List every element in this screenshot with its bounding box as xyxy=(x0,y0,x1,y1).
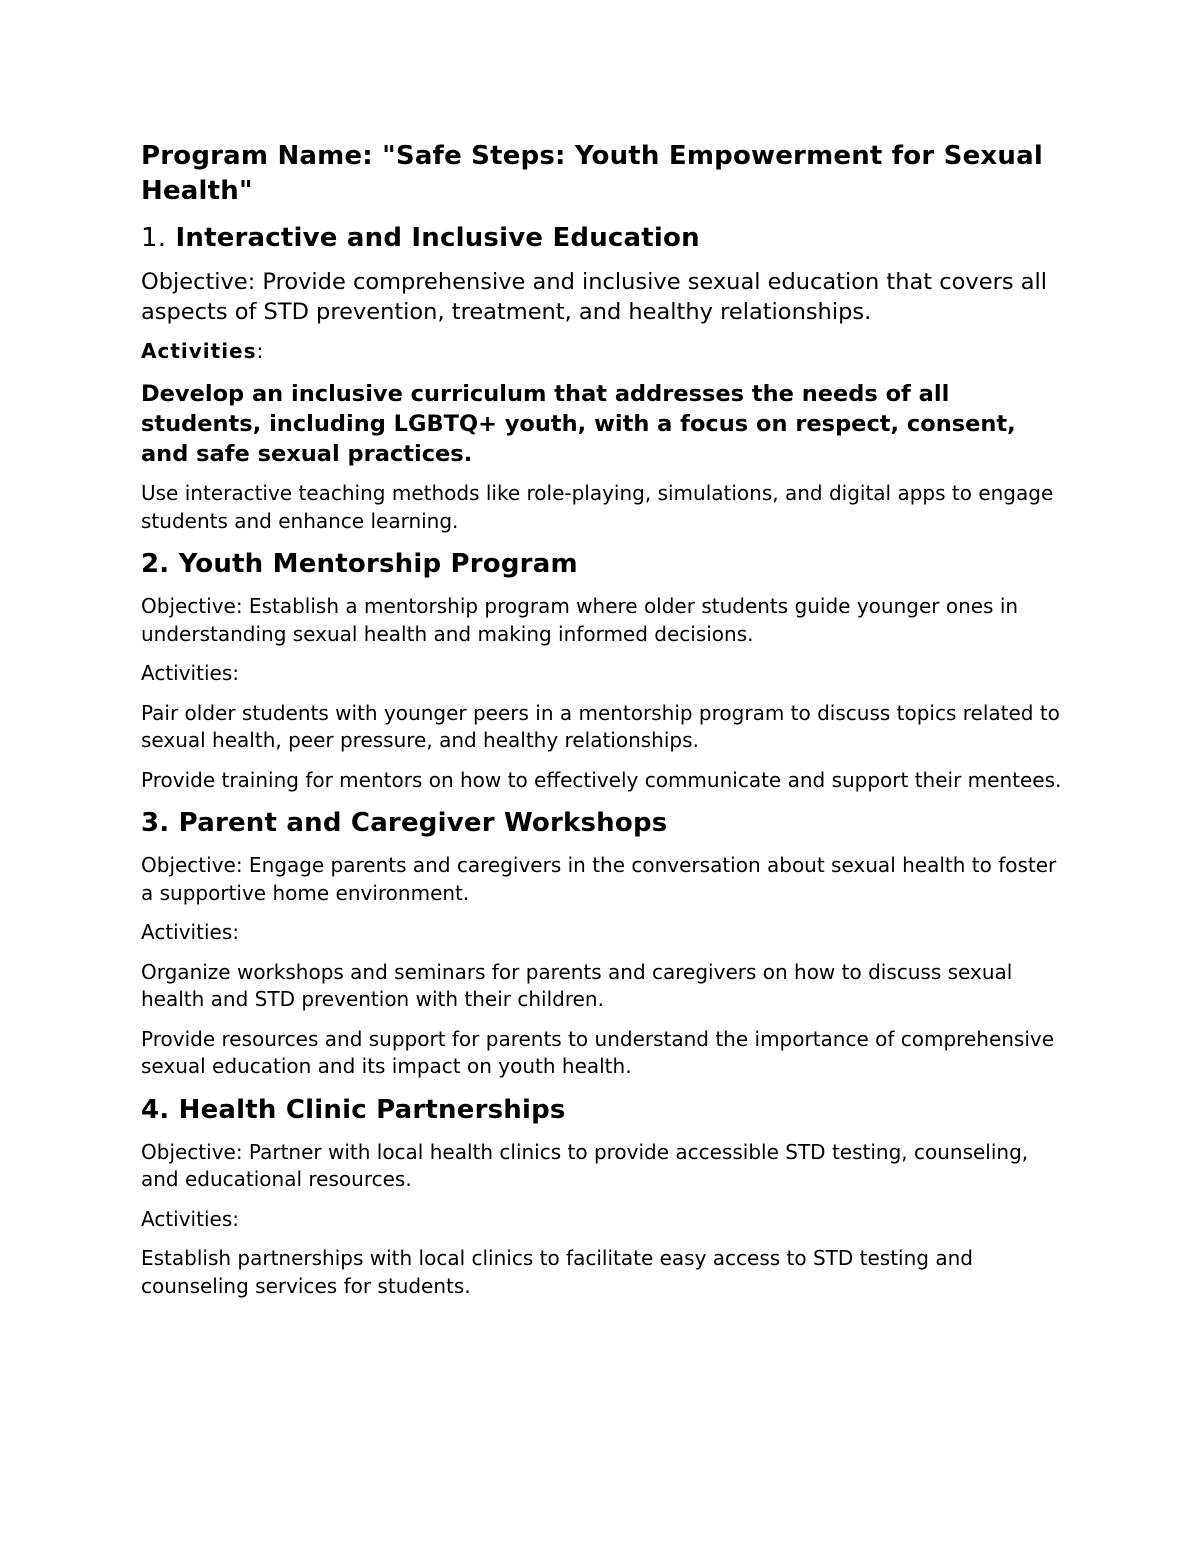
section-objective: Objective: Engage parents and caregivers in the conversation about sexual health to foster a supportive home environment. xyxy=(141,853,1057,905)
activity-item: Pair older students with younger peers in a mentorship program to discuss topics related to sexual health, peer pressure, and healthy relationships. xyxy=(141,700,1060,752)
section-objective: Objective: Provide comprehensive and inclusive sexual education that covers all aspects of STD prevention, treatment, and healthy relationships. xyxy=(141,269,1047,325)
section-number: 1. xyxy=(141,223,167,253)
document-page xyxy=(141,139,1066,1312)
document-title: Program Name: "Safe Steps: Youth Empowerment for Sexual Health" xyxy=(141,141,1043,206)
activity-item: Provide training for mentors on how to effectively communicate and support their mentees. xyxy=(141,767,1062,792)
section-2 xyxy=(141,547,1066,794)
section-title: Youth Mentorship Program xyxy=(178,549,578,579)
activities-label-text: Activities xyxy=(141,339,257,363)
section-title: Health Clinic Partnerships xyxy=(178,1094,566,1125)
section-number: 4. xyxy=(141,1094,170,1125)
section-number: 3. xyxy=(141,808,170,838)
section-heading xyxy=(141,806,1066,840)
activities-label: Activities: xyxy=(141,1206,239,1231)
activities-label: Activities: xyxy=(141,920,239,944)
activity-item: Develop an inclusive curriculum that addresses the needs of all students, including LGBTQ+ youth, with a focus on respect, consent, and safe sexual practices. xyxy=(141,381,1016,467)
activity-item: Use interactive teaching methods like role-playing, simulations, and digital apps to engage students and enhance learning. xyxy=(141,481,1054,533)
section-objective: Objective: Establish a mentorship program where older students guide younger ones in understanding sexual health and making informed decisions. xyxy=(141,594,1019,646)
section-heading xyxy=(141,221,1066,255)
section-heading xyxy=(141,547,1066,581)
activity-item: Provide resources and support for parents to understand the importance of comprehensive sexual education and its impact on youth health. xyxy=(141,1026,1055,1078)
section-3 xyxy=(141,806,1066,1081)
activities-label: Activities: xyxy=(141,661,239,685)
section-1 xyxy=(141,221,1066,535)
section-number: 2. xyxy=(141,549,170,579)
section-heading xyxy=(141,1093,1066,1127)
activity-item: Organize workshops and seminars for parents and caregivers on how to discuss sexual health and STD prevention with their children. xyxy=(141,959,1013,1011)
activities-label-colon: : xyxy=(256,339,265,363)
section-objective: Objective: Partner with local health clinics to provide accessible STD testing, counseling, and educational resources. xyxy=(141,1139,1029,1191)
section-title: Interactive and Inclusive Education xyxy=(175,223,700,253)
section-title: Parent and Caregiver Workshops xyxy=(178,808,668,838)
activities-label xyxy=(141,338,1066,365)
section-4 xyxy=(141,1093,1066,1301)
activity-item: Establish partnerships with local clinics to facilitate easy access to STD testing and counseling services for students. xyxy=(141,1246,973,1298)
